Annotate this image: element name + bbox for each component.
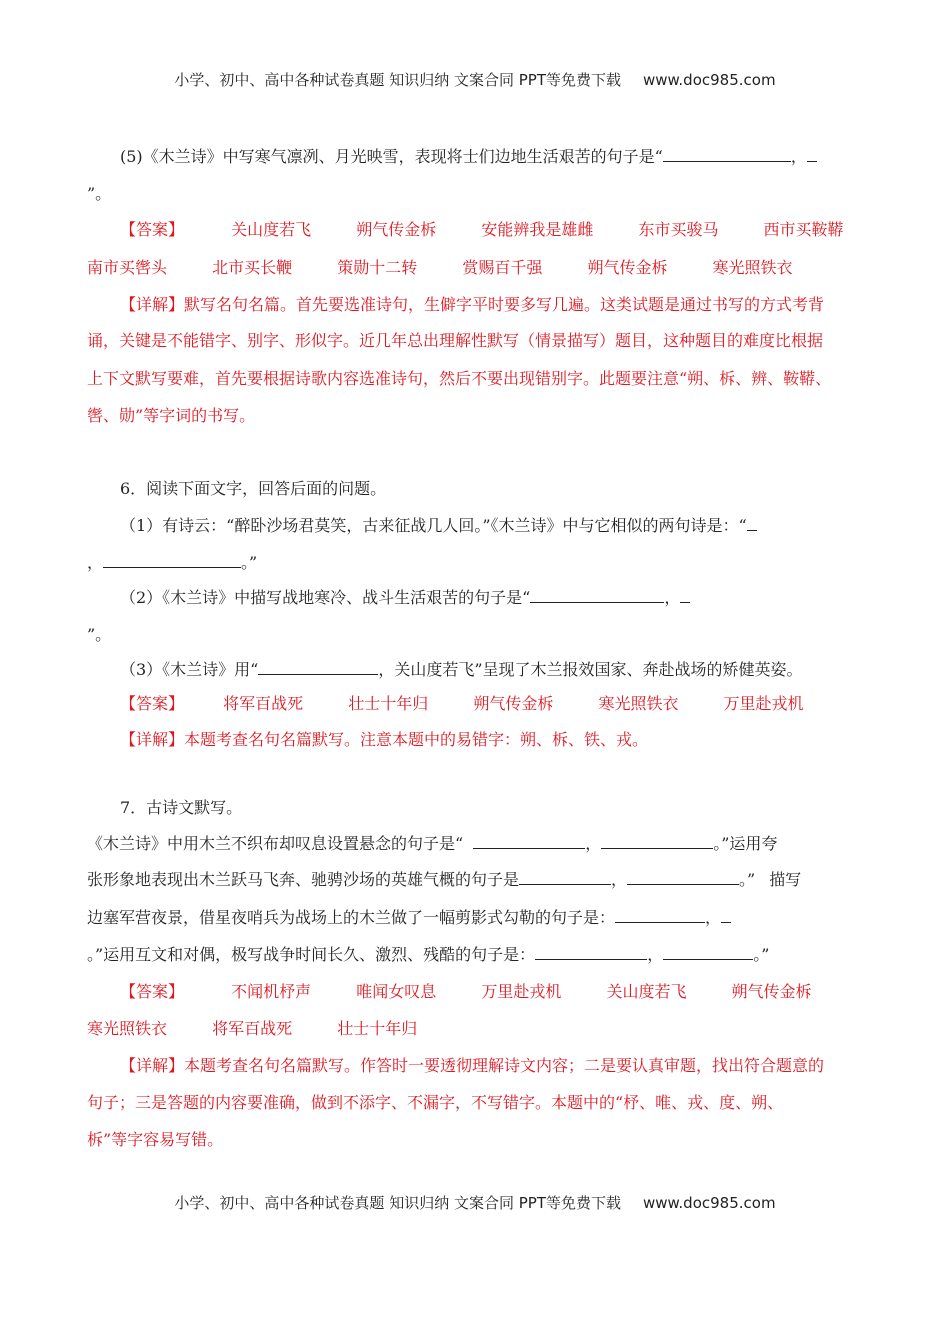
answer-item: 赏赐百千强 — [462, 258, 543, 277]
q7-l2-text: 张形象地表现出木兰跃马飞奔、驰骋沙场的英雄气概的句子是 — [87, 870, 520, 889]
q7-answer-row2 — [87, 1018, 867, 1040]
blank — [747, 516, 757, 531]
answer-item: 朔气传金柝 — [356, 220, 437, 239]
q6-title: 6．阅读下面文字，回答后面的问题。 — [120, 479, 387, 498]
q7-l3-text: 边塞军营夜景，借星夜哨兵为战场上的木兰做了一幅剪影式勾勒的句子是： — [87, 908, 616, 927]
q7-detail-1 — [120, 1055, 900, 1077]
q7-line3 — [87, 907, 867, 929]
blank — [721, 908, 731, 923]
blank — [615, 908, 705, 923]
blank — [680, 588, 690, 603]
answer-item: 寒光照铁衣 — [712, 258, 793, 277]
q6-sub1 — [120, 515, 900, 537]
header-url[interactable]: www.doc985.com — [642, 71, 776, 89]
blank — [530, 588, 664, 603]
detail-text: 本题考查名句名篇默写。注意本题中的易错字：朔、柝、铁、戎。 — [184, 730, 649, 749]
q6-s1-comma: ， — [87, 553, 104, 572]
detail-label: 【详解】 — [120, 730, 185, 749]
blank — [627, 870, 739, 885]
q7-l2-end: 。” — [739, 870, 756, 889]
q7-answer-row1 — [120, 981, 900, 1003]
answer-item: 寒光照铁衣 — [598, 694, 679, 713]
q5-answer-row2 — [87, 257, 867, 279]
answer-item: 不闻机杼声 — [231, 982, 312, 1001]
blank — [473, 834, 585, 849]
blank — [103, 553, 241, 568]
q7-line4 — [87, 944, 867, 966]
q6-sub2 — [120, 587, 900, 609]
blank — [663, 147, 791, 162]
answer-item: 北市买长鞭 — [212, 258, 293, 277]
detail-text: 本题考查名句名篇默写。作答时一要透彻理解诗文内容；二是要认真审题，找出符合题意的 — [184, 1056, 825, 1075]
q7-l2-cont: 描写 — [769, 870, 802, 889]
q7-title: 7．古诗文默写。 — [120, 798, 243, 817]
q5-detail-2: 诵，关键是不能错字、别字、形似字。近几年总出理解性默写（情景描写）题目，这种题目的难度比根据 — [87, 331, 824, 350]
q6-s3-rest: ，关山度若飞”呈现了木兰报效国家、奔赴战场的矫健英姿。 — [378, 660, 803, 679]
q7-l4-text: 。”运用互文和对偶，极写战争时间长久、激烈、残酷的句子是： — [87, 945, 536, 964]
answer-label: 【答案】 — [120, 220, 185, 239]
page-header — [0, 69, 950, 90]
answer-item: 寒光照铁衣 — [87, 1019, 168, 1038]
answer-item: 关山度若飞 — [231, 220, 312, 239]
page-footer — [0, 1192, 950, 1213]
q5-question — [120, 146, 900, 168]
q7-line1 — [87, 833, 867, 855]
q6-s3-text: （3）《木兰诗》用“ — [120, 660, 259, 679]
blank — [663, 945, 753, 960]
header-text: 小学、初中、高中各种试卷真题 知识归纳 文案合同 PPT等免费下载 — [174, 71, 621, 89]
q6-s2-comma: ， — [664, 588, 681, 607]
q6-detail — [120, 729, 900, 751]
q5-detail-3: 上下文默写要难，首先要根据诗歌内容选准诗句，然后不要出现错别字。此题要注意“朔、柝、辨、鞍鞯、 — [87, 369, 832, 388]
answer-item: 朔气传金柝 — [587, 258, 668, 277]
answer-item: 朔气传金柝 — [473, 694, 554, 713]
q6-s1-end: 。” — [241, 553, 258, 572]
q7-l4-comma: ， — [647, 945, 664, 964]
q5-comma: ， — [790, 147, 807, 166]
q5-detail-1 — [120, 294, 900, 316]
footer-text: 小学、初中、高中各种试卷真题 知识归纳 文案合同 PPT等免费下载 — [174, 1194, 621, 1212]
q6-answer — [120, 693, 900, 715]
footer-url[interactable]: www.doc985.com — [642, 1194, 776, 1212]
answer-item: 安能辨我是雄雌 — [481, 220, 594, 239]
q5-answer-row1 — [120, 219, 900, 241]
answer-item: 唯闻女叹息 — [356, 982, 437, 1001]
answer-item: 关山度若飞 — [606, 982, 687, 1001]
answer-item: 朔气传金柝 — [731, 982, 812, 1001]
blank — [807, 147, 817, 162]
blank — [601, 834, 713, 849]
q6-sub3 — [120, 659, 900, 681]
answer-item: 万里赴戎机 — [481, 982, 562, 1001]
answer-item: 万里赴戎机 — [723, 694, 804, 713]
blank — [519, 870, 611, 885]
q7-detail-3: 柝”等字容易写错。 — [87, 1130, 224, 1149]
q7-l3-comma: ， — [705, 908, 722, 927]
q5-detail-4: 辔、勋”等字词的书写。 — [87, 406, 256, 425]
answer-item: 壮士十年归 — [348, 694, 429, 713]
q7-l4-end: 。” — [753, 945, 770, 964]
answer-label: 【答案】 — [120, 982, 185, 1001]
q7-l2-comma: ， — [611, 870, 628, 889]
q5-end: ”。 — [87, 184, 112, 203]
q6-s2-text: （2）《木兰诗》中描写战地寒冷、战斗生活艰苦的句子是“ — [120, 588, 531, 607]
answer-item: 将军百战死 — [223, 694, 304, 713]
q7-detail-2: 句子；三是答题的内容要准确，做到不添字、不漏字，不写错字。本题中的“杼、唯、戎、度、朔、 — [87, 1093, 784, 1112]
answer-label: 【答案】 — [120, 694, 185, 713]
detail-label: 【详解】 — [120, 295, 185, 314]
blank — [535, 945, 647, 960]
q7-l1-comma: ， — [585, 834, 602, 853]
q6-sub1-cont — [87, 552, 867, 574]
answer-item: 将军百战死 — [212, 1019, 293, 1038]
q6-sub2-end: ”。 — [87, 625, 112, 644]
answer-item: 西市买鞍鞯 — [763, 220, 844, 239]
q7-l1-text: 《木兰诗》中用木兰不织布却叹息设置悬念的句子是“ — [87, 834, 464, 853]
answer-item: 东市买骏马 — [638, 220, 719, 239]
q5-text: (5)《木兰诗》中写寒气凛冽、月光映雪，表现将士们边地生活艰苦的句子是“ — [120, 147, 663, 166]
blank — [258, 660, 378, 675]
answer-item: 南市买辔头 — [87, 258, 168, 277]
q7-l1-end: 。”运用夸 — [713, 834, 778, 853]
answer-item: 壮士十年归 — [337, 1019, 418, 1038]
q7-line2 — [87, 869, 867, 891]
detail-text: 默写名句名篇。首先要选准诗句，生僻字平时要多写几遍。这类试题是通过书写的方式考背 — [184, 295, 825, 314]
answer-item: 策勋十二转 — [337, 258, 418, 277]
detail-label: 【详解】 — [120, 1056, 185, 1075]
q6-s1-text: （1）有诗云：“醉卧沙场君莫笑，古来征战几人回。”《木兰诗》中与它相似的两句诗是：“ — [120, 516, 747, 535]
